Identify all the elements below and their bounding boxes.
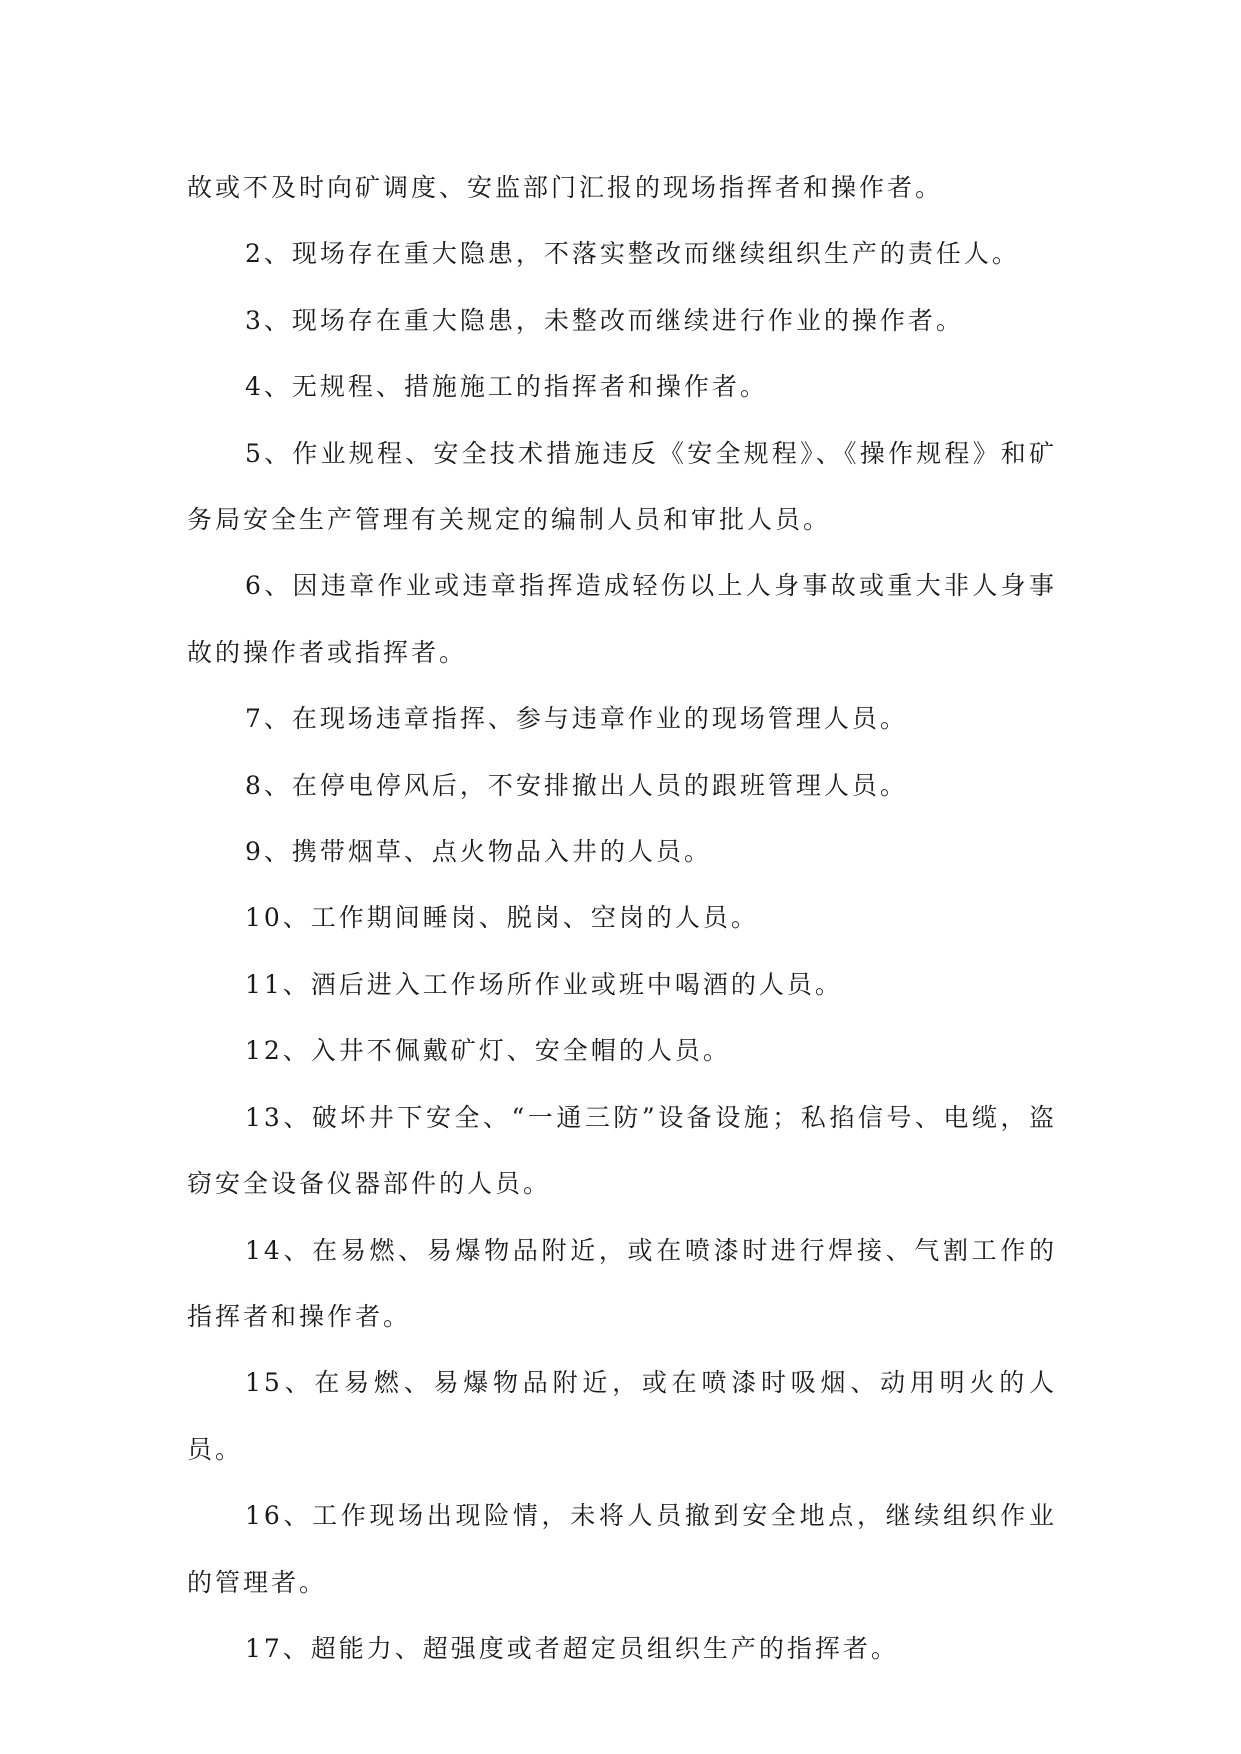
list-item-9: 9、携带烟草、点火物品入井的人员。 — [245, 837, 712, 867]
list-item-14: 14、在易燃、易爆物品附近，或在喷漆时进行焊接、气割工作的指挥者和操作者。 — [187, 1235, 1057, 1331]
document-body — [187, 155, 1057, 1682]
list-item-8: 8、在停电停风后，不安排撤出人员的跟班管理人员。 — [245, 770, 908, 800]
list-item-16: 16、工作现场出现险情，未将人员撤到安全地点，继续组织作业的管理者。 — [187, 1501, 1057, 1597]
list-item-15: 15、在易燃、易爆物品附近，或在喷漆时吸烟、动用明火的人员。 — [187, 1368, 1057, 1464]
list-item-5: 5、作业规程、安全技术措施违反《安全规程》、《操作规程》和矿务局安全生产管理有关规定的编制人员和审批人员。 — [187, 438, 1057, 535]
list-item-3: 3、现场存在重大隐患，未整改而继续进行作业的操作者。 — [245, 305, 964, 335]
list-item-4: 4、无规程、措施施工的指挥者和操作者。 — [245, 372, 768, 402]
list-item-11: 11、酒后进入工作场所作业或班中喝酒的人员。 — [245, 969, 843, 999]
list-item-10: 10、工作期间睡岗、脱岗、空岗的人员。 — [245, 903, 759, 933]
list-item-17: 17、超能力、超强度或者超定员组织生产的指挥者。 — [245, 1633, 899, 1663]
paragraph-continuation: 故或不及时向矿调度、安监部门汇报的现场指挥者和操作者。 — [187, 173, 944, 202]
list-item-12: 12、入井不佩戴矿灯、安全帽的人员。 — [245, 1036, 731, 1066]
list-item-6: 6、因违章作业或违章指挥造成轻伤以上人身事故或重大非人身事故的操作者或指挥者。 — [187, 571, 1057, 667]
list-item-7: 7、在现场违章指挥、参与违章作业的现场管理人员。 — [245, 704, 908, 734]
list-item-2: 2、现场存在重大隐患，不落实整改而继续组织生产的责任人。 — [245, 239, 1020, 269]
list-item-13: 13、破坏井下安全、“一通三防”设备设施；私掐信号、电缆，盗窃安全设备仪器部件的人员。 — [187, 1102, 1057, 1199]
